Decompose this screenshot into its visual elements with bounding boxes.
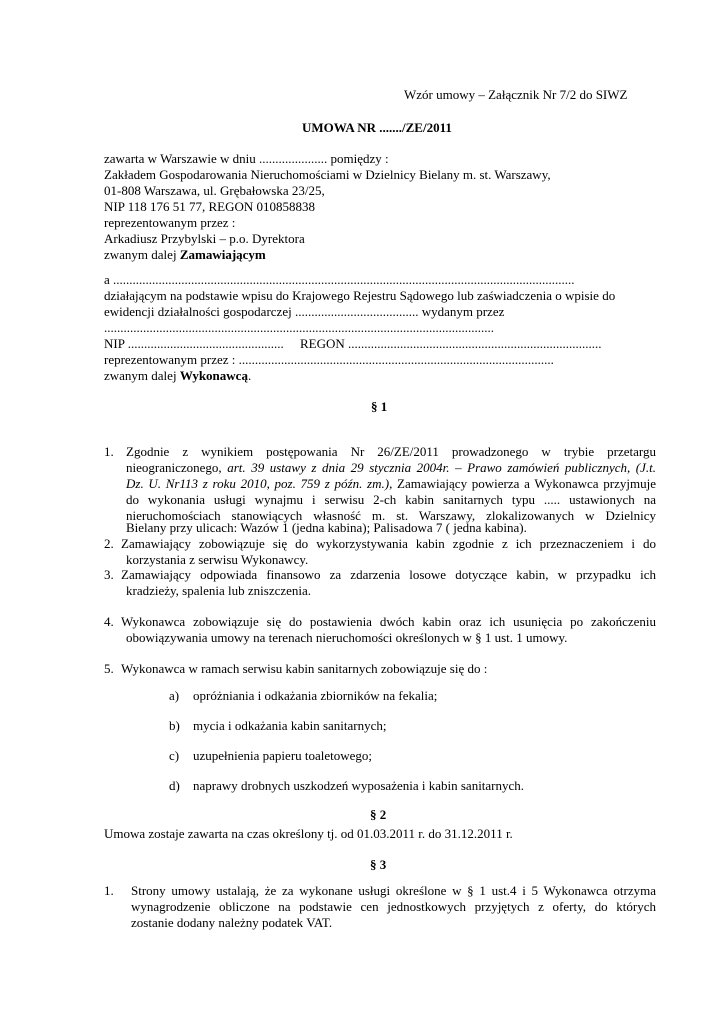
s1-p3-line-2: kradzieży, spalenia lub zniszczenia. bbox=[126, 583, 312, 598]
s3-p1-line-2: wynagrodzenie obliczone na podstawie cen jednostkowych przyjętych z oferty, do których bbox=[131, 899, 656, 914]
registry-line-1: działającym na podstawie wpisu do Krajowego Rejestru Sądowego lub zaświadczenia o wpisie do bbox=[104, 288, 616, 303]
employer-address: 01-808 Warszawa, ul. Grębałowska 23/25, bbox=[104, 183, 325, 198]
s1-p2-line-2: korzystania z serwisu Wykonawcy. bbox=[126, 552, 309, 567]
s1-p5-intro: Wykonawca w ramach serwisu kabin sanitarnych zobowiązuje się do : bbox=[121, 661, 488, 676]
s1-p1-line-2-plain: nieograniczonego, bbox=[126, 460, 228, 475]
s1-p1-line-2 bbox=[126, 460, 656, 477]
s1-p5-item-b-text: mycia i odkażania kabin sanitarnych; bbox=[193, 718, 387, 733]
s1-p4-line-2: obowiązywania umowy na terenach nieruchomości określonych w § 1 ust. 1 umowy. bbox=[126, 630, 568, 645]
s1-p1-line-4: do wykonania usługi wynajmu i serwisu 2-ch kabin sanitarnych typu ..... ustawionych na bbox=[126, 492, 656, 507]
s1-p1-law-citation-cont: Dz. U. Nr113 z roku 2010, poz. 759 z późn. zm.), bbox=[126, 476, 393, 491]
s1-p5-item-c-label: c) bbox=[169, 748, 180, 763]
contractor-represented-by: reprezentowanym przez : ................................................................................................. bbox=[104, 352, 554, 367]
s3-p1-number: 1. bbox=[104, 883, 114, 898]
registry-line-2: ewidencji działalności gospodarczej ...................................... wydanym przez bbox=[104, 304, 505, 319]
section-2-heading: § 2 bbox=[370, 807, 387, 822]
s1-p1-line-3 bbox=[126, 476, 656, 493]
s3-p1-line-3: zostanie dodany należny podatek VAT. bbox=[131, 915, 333, 930]
s1-p1-line-5: nieruchomościach stanowiących własność m. st. Warszawy, zlokalizowanych w Dzielnicy bbox=[126, 508, 656, 523]
s1-p4-number: 4. bbox=[104, 614, 114, 629]
nip-regon-line: NIP ................................................ REGON .............................................................................. bbox=[104, 336, 602, 351]
s1-p5-item-d-text: naprawy drobnych uszkodzeń wyposażenia i kabin sanitarnych. bbox=[193, 778, 525, 793]
concluded-line: zawarta w Warszawie w dniu ..................... pomiędzy : bbox=[104, 151, 389, 166]
employer-name: Zakładem Gospodarowania Nieruchomościami w Dzielnicy Bielany m. st. Warszawy, bbox=[104, 167, 551, 182]
attachment-label: Wzór umowy – Załącznik Nr 7/2 do SIWZ bbox=[404, 87, 628, 102]
s1-p5-item-c-text: uzupełnienia papieru toaletowego; bbox=[193, 748, 373, 763]
s1-p5-item-a-text: opróżniania i odkażania zbiorników na fekalia; bbox=[193, 688, 438, 703]
contractor-called-suffix: . bbox=[247, 368, 252, 383]
employer-representative: Arkadiusz Przybylski – p.o. Dyrektora bbox=[104, 231, 305, 246]
s1-p1-line-6: Bielany przy ulicach: Wazów 1 (jedna kabina); Palisadowa 7 ( jedna kabina). bbox=[126, 520, 527, 535]
s1-p5-item-b-label: b) bbox=[169, 718, 180, 733]
s1-p5-number: 5. bbox=[104, 661, 114, 676]
section-1-heading: § 1 bbox=[371, 399, 388, 414]
s1-p3-line-1: Zamawiający odpowiada finansowo za zdarzenia losowe dotyczące kabin, w przypadku ich bbox=[121, 567, 656, 582]
s1-p3-number: 3. bbox=[104, 567, 114, 582]
s3-p1-line-1: Strony umowy ustalają, że za wykonane usługi określone w § 1 ust.4 i 5 Wykonawca otrzyma bbox=[131, 883, 656, 898]
s1-p4-line-1: Wykonawca zobowiązuje się do postawienia dwóch kabin oraz ich usunięcia po zakończeniu bbox=[121, 614, 656, 629]
s1-p1-number: 1. bbox=[104, 444, 114, 459]
s1-p2-line-1: Zamawiający zobowiązuje się do wykorzystywania kabin zgodnie z ich przeznaczeniem i do bbox=[121, 536, 656, 551]
s1-p1-line-3-plain: Zamawiający powierza a Wykonawca przyjmuje bbox=[392, 476, 656, 491]
s1-p5-item-a-label: a) bbox=[169, 688, 180, 703]
contractor-called-prefix: zwanym dalej bbox=[104, 368, 177, 383]
s1-p2-number: 2. bbox=[104, 536, 114, 551]
contractor-called bbox=[104, 368, 251, 385]
registry-dots: ........................................................................................................................ bbox=[104, 320, 494, 335]
employer-represented-by: reprezentowanym przez : bbox=[104, 215, 236, 230]
s1-p5-item-d-label: d) bbox=[169, 778, 180, 793]
contractor-called-name: Wykonawcą bbox=[179, 368, 248, 383]
employer-ids: NIP 118 176 51 77, REGON 010858838 bbox=[104, 199, 316, 214]
contractor-line: a .............................................................................................................................................. bbox=[104, 272, 575, 287]
s1-p1-line-1: Zgodnie z wynikiem postępowania Nr 26/ZE/2011 prowadzonego w trybie przetargu bbox=[126, 444, 656, 459]
section-2-text: Umowa zostaje zawarta na czas określony tj. od 01.03.2011 r. do 31.12.2011 r. bbox=[104, 826, 513, 841]
employer-called-name: Zamawiającym bbox=[179, 247, 266, 262]
section-3-heading: § 3 bbox=[370, 857, 387, 872]
s1-p1-law-citation: art. 39 ustawy z dnia 29 stycznia 2004r. – Prawo zamówień publicznych, (J.t. bbox=[227, 460, 657, 475]
employer-called bbox=[104, 247, 266, 264]
contract-title: UMOWA NR ......./ZE/2011 bbox=[302, 120, 452, 135]
employer-called-prefix: zwanym dalej bbox=[104, 247, 177, 262]
